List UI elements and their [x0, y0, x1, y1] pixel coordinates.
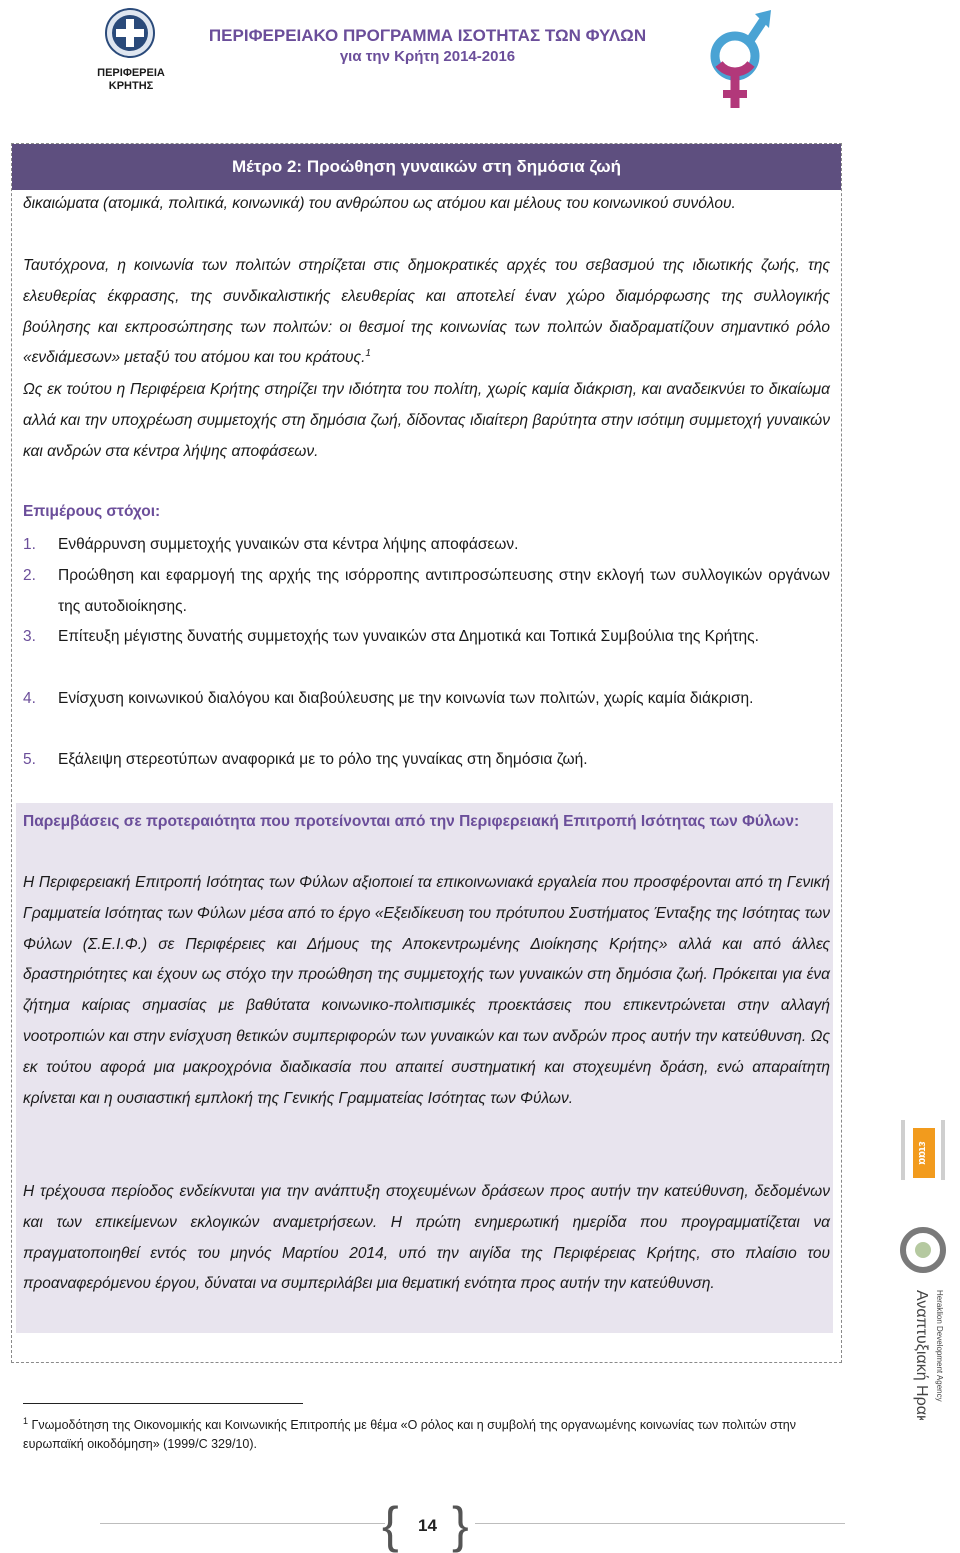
- page-rule-right: [475, 1523, 845, 1524]
- goal-item-2: [23, 561, 830, 623]
- goal-text: Ενθάρρυνση συμμετοχής γυναικών στα κέντρα λήψης αποφάσεων.: [58, 536, 519, 553]
- brand-text: εταα: [916, 1141, 928, 1165]
- footnote-separator: [23, 1403, 303, 1404]
- goal-number: 3.: [23, 628, 36, 645]
- development-agency-logo: [893, 1120, 953, 1420]
- left-brace-icon: {: [382, 1497, 399, 1553]
- goal-number: 2.: [23, 567, 36, 584]
- goal-text: Ενίσχυση κοινωνικού διαλόγου και διαβούλευσης με την κοινωνία των πολιτών, χωρίς καμία διάκριση.: [58, 690, 754, 707]
- footnote-reference: 1: [365, 348, 371, 360]
- goal-number: 1.: [23, 536, 36, 553]
- interventions-paragraph-2: Η τρέχουσα περίοδος ενδείκνυται για την ανάπτυξη στοχευμένων δράσεων προς αυτήν την κατεύθυνση, δεδομένων και των επικείμενων εκλογικών αναμετρήσεων. Η πρώτη ενημερωτική ημερίδα που προγραμματίζεται να πραγματοποιηθεί εντός του μηνός Μαρτίου 2014, υπό την αιγίδα της Περιφέρειας Κρήτης, στο πλαίσιο του προαναφερόμενου έργου, δύναται να συμπεριλάβει μια θεματική ενότητα προς αυτήν την κατεύθυνση.: [23, 1183, 830, 1293]
- footnote-mark: 1: [23, 1416, 29, 1426]
- goals-heading: Επιμέρους στόχοι:: [23, 503, 161, 520]
- region-crete-logo: [86, 6, 176, 92]
- goal-item-1: [23, 530, 830, 561]
- goal-item-3: [23, 622, 830, 653]
- goal-text: Προώθηση και εφαρμογή της αρχής της ισόρροπης αντιπροσώπευσης στην εκλογή των συλλογικών οργάνων της αυτοδιοίκησης.: [58, 567, 830, 615]
- goal-number: 4.: [23, 690, 36, 707]
- logo-text-crete: ΚΡΗΤΗΣ: [108, 80, 154, 92]
- page-rule-left: [100, 1523, 385, 1524]
- gender-symbol-logo: [705, 4, 775, 112]
- goal-text: Εξάλειψη στερεοτύπων αναφορικά με το ρόλο της γυναίκας στη δημόσια ζωή.: [58, 751, 588, 768]
- program-subtitle: για την Κρήτη 2014-2016: [339, 48, 516, 65]
- page-number: 14: [418, 1516, 437, 1535]
- right-brace-icon: }: [452, 1497, 469, 1553]
- agency-english: Heraklion Development Agency: [935, 1290, 944, 1402]
- logo-text-region: ΠΕΡΙΦΕΡΕΙΑ: [97, 67, 165, 79]
- measure-banner: Μέτρο 2: Προώθηση γυναικών στη δημόσια ζωή: [12, 144, 841, 190]
- interventions-title: Παρεμβάσεις σε προτεραιότητα που προτείνονται από την Περιφερειακή Επιτροπή Ισότητας των Φύλων:: [23, 813, 800, 830]
- footnote: [23, 1412, 833, 1454]
- footnote-text: Γνωμοδότηση της Οικονομικής και Κοινωνικής Επιτροπής με θέμα «Ο ρόλος και η συμβολή της οργανωμένης κοινωνίας των πολιτών στην ευρωπαϊκή οικοδόμηση» (1999/C 329/10).: [23, 1418, 796, 1452]
- goal-item-4: [23, 684, 830, 715]
- program-title: ΠΕΡΙΦΕΡΕΙΑΚΟ ΠΡΟΓΡΑΜΜΑ ΙΣΟΤΗΤΑΣ ΤΩΝ ΦΥΛΩΝ: [208, 26, 647, 45]
- goal-item-5: [23, 745, 830, 776]
- intro-paragraph-3: Ως εκ τούτου η Περιφέρεια Κρήτης στηρίζει την ιδιότητα του πολίτη, χωρίς καμία διάκριση, και αναδεικνύει το δικαίωμα αλλά και την υποχρέωση συμμετοχής στη δημόσια ζωή, δίδοντας ιδιαίτερη βαρύτητα στην ισότιμη συμμετοχή γυναικών και ανδρών στα κέντρα λήψης αποφάσεων.: [23, 381, 830, 460]
- intro-paragraph-2: [23, 251, 830, 374]
- intro-paragraph-2-text: Ταυτόχρονα, η κοινωνία των πολιτών στηρίζεται στις δημοκρατικές αρχές του σεβασμού της ιδιωτικής ζωής, της ελευθερίας έκφρασης, της συνδικαλιστικής ελευθερίας και αποτελεί έναν χώρο διαμόρφωσης της συλλογικής βούλησης και εκπροσώπησης των πολιτών: οι θεσμοί της κοινωνίας των πολιτών διαδραματίζουν σημαντικό ρόλο «ενδιάμεσων» μεταξύ του ατόμου και του κράτους.: [23, 257, 830, 367]
- agency-greek: Αναπτυξιακή Ηρακλείου: [913, 1290, 930, 1420]
- goal-text: Επίτευξη μέγιστης δυνατής συμμετοχής των γυναικών στα Δημοτικά και Τοπικά Συμβούλια της Κρήτης.: [58, 628, 759, 645]
- interventions-paragraph-1: Η Περιφερειακή Επιτροπή Ισότητας των Φύλων αξιοποιεί τα επικοινωνιακά εργαλεία που προσφέρονται από τη Γενική Γραμματεία Ισότητας των Φύλων μέσα από το έργο «Εξειδίκευση του πρότυπου Συστήματος Ένταξης της Ισότητας των Φύλων (Σ.Ε.Ι.Φ.) σε Περιφέρειες και Δήμους της Αποκεντρωμένης Διοίκησης Κρήτης» αλλά και από άλλες δραστηριότητες και έχουν ως στόχο την προώθηση της συμμετοχής των γυναικών στη δημόσια ζωή. Πρόκειται για ένα ζήτημα καίριας σημασίας με βαθύτατα κοινωνικο-πολιτισμικές προεκτάσεις που επικεντρώνεται στην αλλαγή νοοτροπιών και στην ενίσχυση θετικών συμπεριφορών των γυναικών και των ανδρών προς αυτήν την κατεύθυνση. Ως εκ τούτου αφορά μια μακροχρόνια διαδικασία που απαιτεί συστηματική και στοχευμένη δράση, ενώ απαραίτητη κρίνεται και η ουσιαστική εμπλοκή της Γενικής Γραμματείας Ισότητας των Φύλων.: [23, 874, 830, 1107]
- intro-paragraph-1: δικαιώματα (ατομικά, πολιτικά, κοινωνικά) του ανθρώπου ως ατόμου και μέλους του κοινωνικού συνόλου.: [23, 195, 736, 212]
- goal-number: 5.: [23, 751, 36, 768]
